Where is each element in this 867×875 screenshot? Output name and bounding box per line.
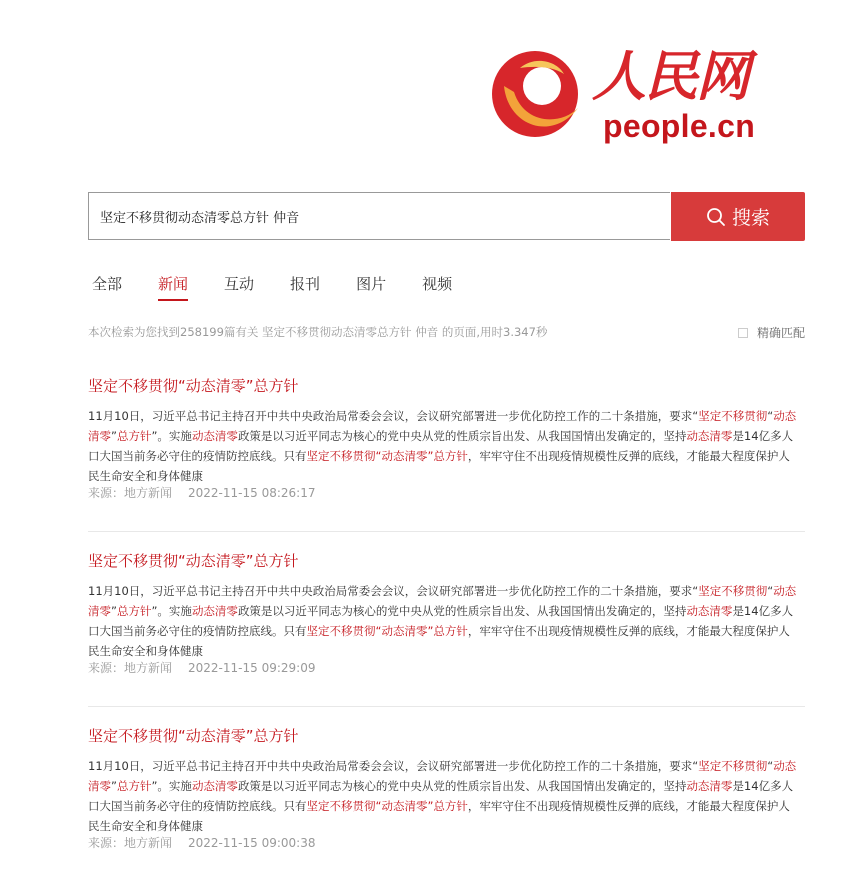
result-meta [88, 484, 805, 501]
result-meta [88, 659, 805, 676]
tab-newspaper[interactable]: 报刊 [290, 275, 321, 293]
search-button[interactable] [671, 192, 805, 241]
snippet-highlight: 坚定不移贯彻“动态清零”总方针 [306, 624, 468, 638]
snippet-text: ”。实施 [151, 429, 192, 443]
snippet-highlight: 动态清零 [686, 604, 733, 618]
result-meta [88, 834, 805, 851]
snippet-text: 是14亿多人口大国当前务必守住的疫情防控底线。只有 [88, 429, 794, 463]
snippet-text: 是14亿多人口大国当前务必守住的疫情防控底线。只有 [88, 604, 794, 638]
result-title[interactable]: 坚定不移贯彻“动态清零”总方针 [88, 377, 299, 395]
snippet-highlight: 动态 [773, 409, 797, 423]
snippet-highlight: 动态清零 [686, 779, 733, 793]
snippet-text: “ [767, 584, 774, 598]
result-time: 2022-11-15 09:29:09 [188, 661, 316, 675]
logo-text-en: people.cn [603, 108, 756, 144]
snippet-text: ”。实施 [151, 604, 192, 618]
snippet-highlight: 总方针 [116, 779, 152, 793]
snippet-text: 政策是以习近平同志为核心的党中央从党的性质宗旨出发、从我国国情出发确定的，坚持 [237, 779, 687, 793]
search-box [88, 192, 670, 240]
tab-video[interactable]: 视频 [422, 275, 453, 293]
result-time: 2022-11-15 08:26:17 [188, 486, 316, 500]
divider [88, 706, 805, 707]
exact-match-label: 精确匹配 [757, 326, 806, 340]
snippet-text: ” [111, 429, 117, 443]
snippet-text: ” [111, 779, 117, 793]
snippet-text: 11月10日，习近平总书记主持召开中共中央政治局常委会会议，会议研究部署进一步优化防控工作的二十条措施，要求“ [88, 584, 699, 598]
logo-text-cn: 人民网 [592, 44, 748, 108]
result-snippet [88, 756, 799, 833]
category-tabs [92, 273, 488, 301]
result-snippet [88, 406, 799, 483]
search-icon [706, 207, 726, 227]
result-item [88, 551, 805, 676]
snippet-highlight: 坚定不移贯彻“动态清零”总方针 [306, 799, 468, 813]
snippet-text: 政策是以习近平同志为核心的党中央从党的性质宗旨出发、从我国国情出发确定的，坚持 [237, 429, 687, 443]
snippet-highlight: 清零 [88, 429, 111, 443]
snippet-highlight: 总方针 [116, 429, 152, 443]
tab-images[interactable]: 图片 [356, 275, 387, 293]
tab-all[interactable]: 全部 [92, 275, 123, 293]
snippet-text: “ [767, 759, 774, 773]
result-item [88, 376, 805, 501]
snippet-highlight: 动态 [773, 759, 797, 773]
snippet-text: ，牢牢守住不出现疫情规模性反弹的底线，才能最大程度保护人民生命安全和身体健康 [88, 449, 790, 483]
snippet-highlight: 动态 [773, 584, 797, 598]
tab-interaction[interactable]: 互动 [224, 275, 255, 293]
snippet-text: 政策是以习近平同志为核心的党中央从党的性质宗旨出发、从我国国情出发确定的，坚持 [237, 604, 687, 618]
snippet-text: ，牢牢守住不出现疫情规模性反弹的底线，才能最大程度保护人民生命安全和身体健康 [88, 624, 790, 658]
snippet-highlight: 总方针 [116, 604, 152, 618]
result-title[interactable]: 坚定不移贯彻“动态清零”总方针 [88, 727, 299, 745]
result-source: 来源：地方新闻 [88, 661, 173, 675]
snippet-text: 是14亿多人口大国当前务必守住的疫情防控底线。只有 [88, 779, 794, 813]
divider [88, 531, 805, 532]
snippet-text: “ [767, 409, 774, 423]
snippet-highlight: 坚定不移贯彻 [698, 759, 768, 773]
result-summary: 本次检索为您找到258199篇有关 坚定不移贯彻动态清零总方针 仲音 的页面,用时3.347秒 [88, 325, 548, 339]
snippet-highlight: 动态清零 [191, 604, 238, 618]
search-input[interactable] [98, 208, 670, 225]
result-title[interactable]: 坚定不移贯彻“动态清零”总方针 [88, 552, 299, 570]
snippet-highlight: 坚定不移贯彻 [698, 409, 768, 423]
snippet-highlight: 动态清零 [686, 429, 733, 443]
snippet-text: ”。实施 [151, 779, 192, 793]
snippet-highlight: 清零 [88, 604, 111, 618]
snippet-highlight: 动态清零 [191, 779, 238, 793]
result-snippet [88, 581, 799, 658]
result-source: 来源：地方新闻 [88, 836, 173, 850]
snippet-text: ，牢牢守住不出现疫情规模性反弹的底线，才能最大程度保护人民生命安全和身体健康 [88, 799, 790, 833]
snippet-highlight: 动态清零 [191, 429, 238, 443]
result-item [88, 726, 805, 851]
search-button-label: 搜索 [731, 207, 770, 229]
exact-match-toggle[interactable] [738, 324, 805, 341]
snippet-highlight: 清零 [88, 779, 111, 793]
tab-news[interactable]: 新闻 [158, 273, 188, 301]
result-time: 2022-11-15 09:00:38 [188, 836, 316, 850]
result-source: 来源：地方新闻 [88, 486, 173, 500]
exact-match-checkbox[interactable] [738, 328, 748, 338]
snippet-text: 11月10日，习近平总书记主持召开中共中央政治局常委会会议，会议研究部署进一步优化防控工作的二十条措施，要求“ [88, 759, 699, 773]
snippet-text: 11月10日，习近平总书记主持召开中共中央政治局常委会会议，会议研究部署进一步优化防控工作的二十条措施，要求“ [88, 409, 699, 423]
snippet-text: ” [111, 604, 117, 618]
snippet-highlight: 坚定不移贯彻 [698, 584, 768, 598]
snippet-highlight: 坚定不移贯彻“动态清零”总方针 [306, 449, 468, 463]
